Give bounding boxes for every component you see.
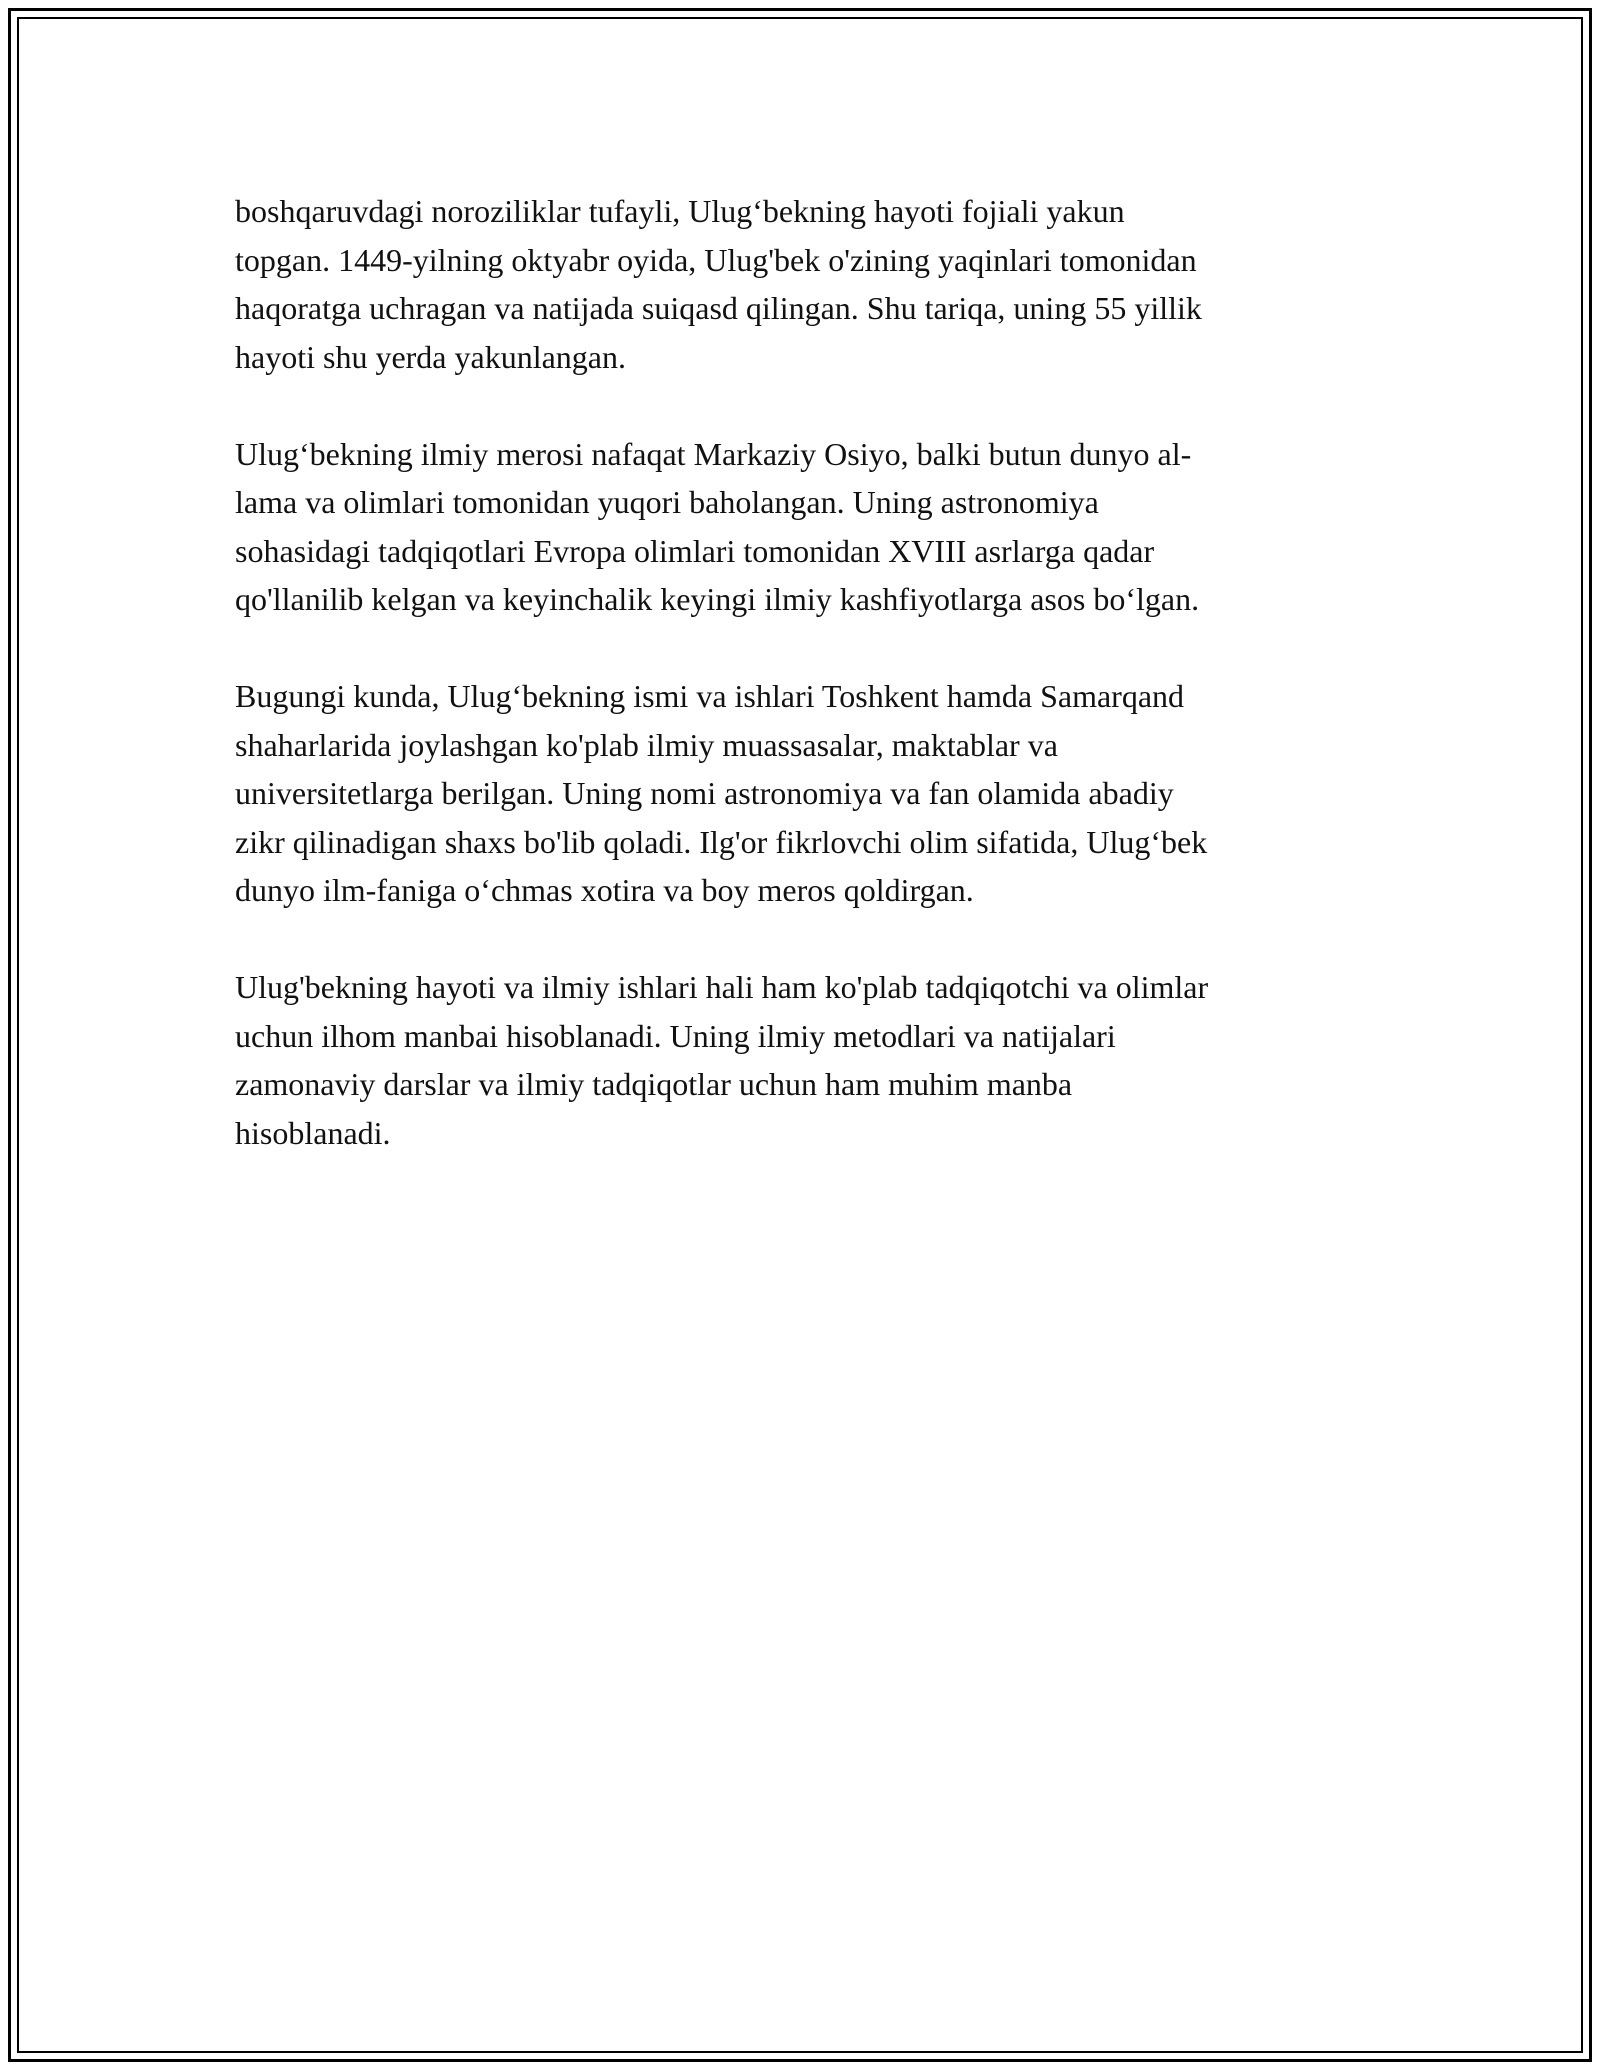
paragraph-1 <box>235 187 1375 381</box>
text-line: zamonaviy darslar va ilmiy tadqiqotlar uchun ham muhim manba <box>235 1066 1073 1102</box>
text-line: hisoblanadi. <box>235 1114 391 1151</box>
document-body <box>235 187 1375 1206</box>
text-line: uchun ilhom manbai hisoblanadi. Uning ilmiy metodlari va natijalari <box>235 1017 1116 1054</box>
text-line: lama va olimlari tomonidan yuqori baholangan. Uning astronomiya <box>235 484 1099 520</box>
text-line: Ulug'bekning hayoti va ilmiy ishlari hali ham ko'plab tadqiqotchi va olimlar <box>235 969 1209 1005</box>
text-line: sohasidagi tadqiqotlari Evropa olimlari tomonidan XVIII asrlarga qadar <box>235 532 1155 569</box>
text-line: boshqaruvdagi noroziliklar tufayli, Ulug‘bekning hayoti fojiali yakun <box>235 193 1125 229</box>
text-line: dunyo ilm-faniga o‘chmas xotira va boy meros qoldirgan. <box>235 872 974 908</box>
text-line: zikr qilinadigan shaxs bo'lib qoladi. Ilg'or fikrlovchi olim sifatida, Ulug‘bek <box>235 823 1208 860</box>
text-line: shaharlarida joylashgan ko'plab ilmiy muassasalar, maktablar va <box>235 726 1058 763</box>
text-line: haqoratga uchragan va natijada suiqasd qilingan. Shu tariqa, uning 55 yillik <box>235 290 1202 326</box>
text-line: qo'llanilib kelgan va keyinchalik keyingi ilmiy kashfiyotlarga asos bo‘lgan. <box>235 581 1200 617</box>
paragraph-3 <box>235 672 1375 915</box>
text-line: universitetlarga berilgan. Uning nomi astronomiya va fan olamida abadiy <box>235 775 1174 811</box>
text-line: hayoti shu yerda yakunlangan. <box>235 338 626 375</box>
text-line: Ulug‘bekning ilmiy merosi nafaqat Markaziy Osiyo, balki butun dunyo al- <box>235 435 1192 472</box>
text-line: Bugungi kunda, Ulug‘bekning ismi va ishlari Toshkent hamda Samarqand <box>235 678 1185 714</box>
text-line: topgan. 1449-yilning oktyabr oyida, Ulug'bek o'zining yaqinlari tomonidan <box>235 241 1197 278</box>
paragraph-2 <box>235 430 1375 624</box>
paragraph-4 <box>235 963 1375 1157</box>
